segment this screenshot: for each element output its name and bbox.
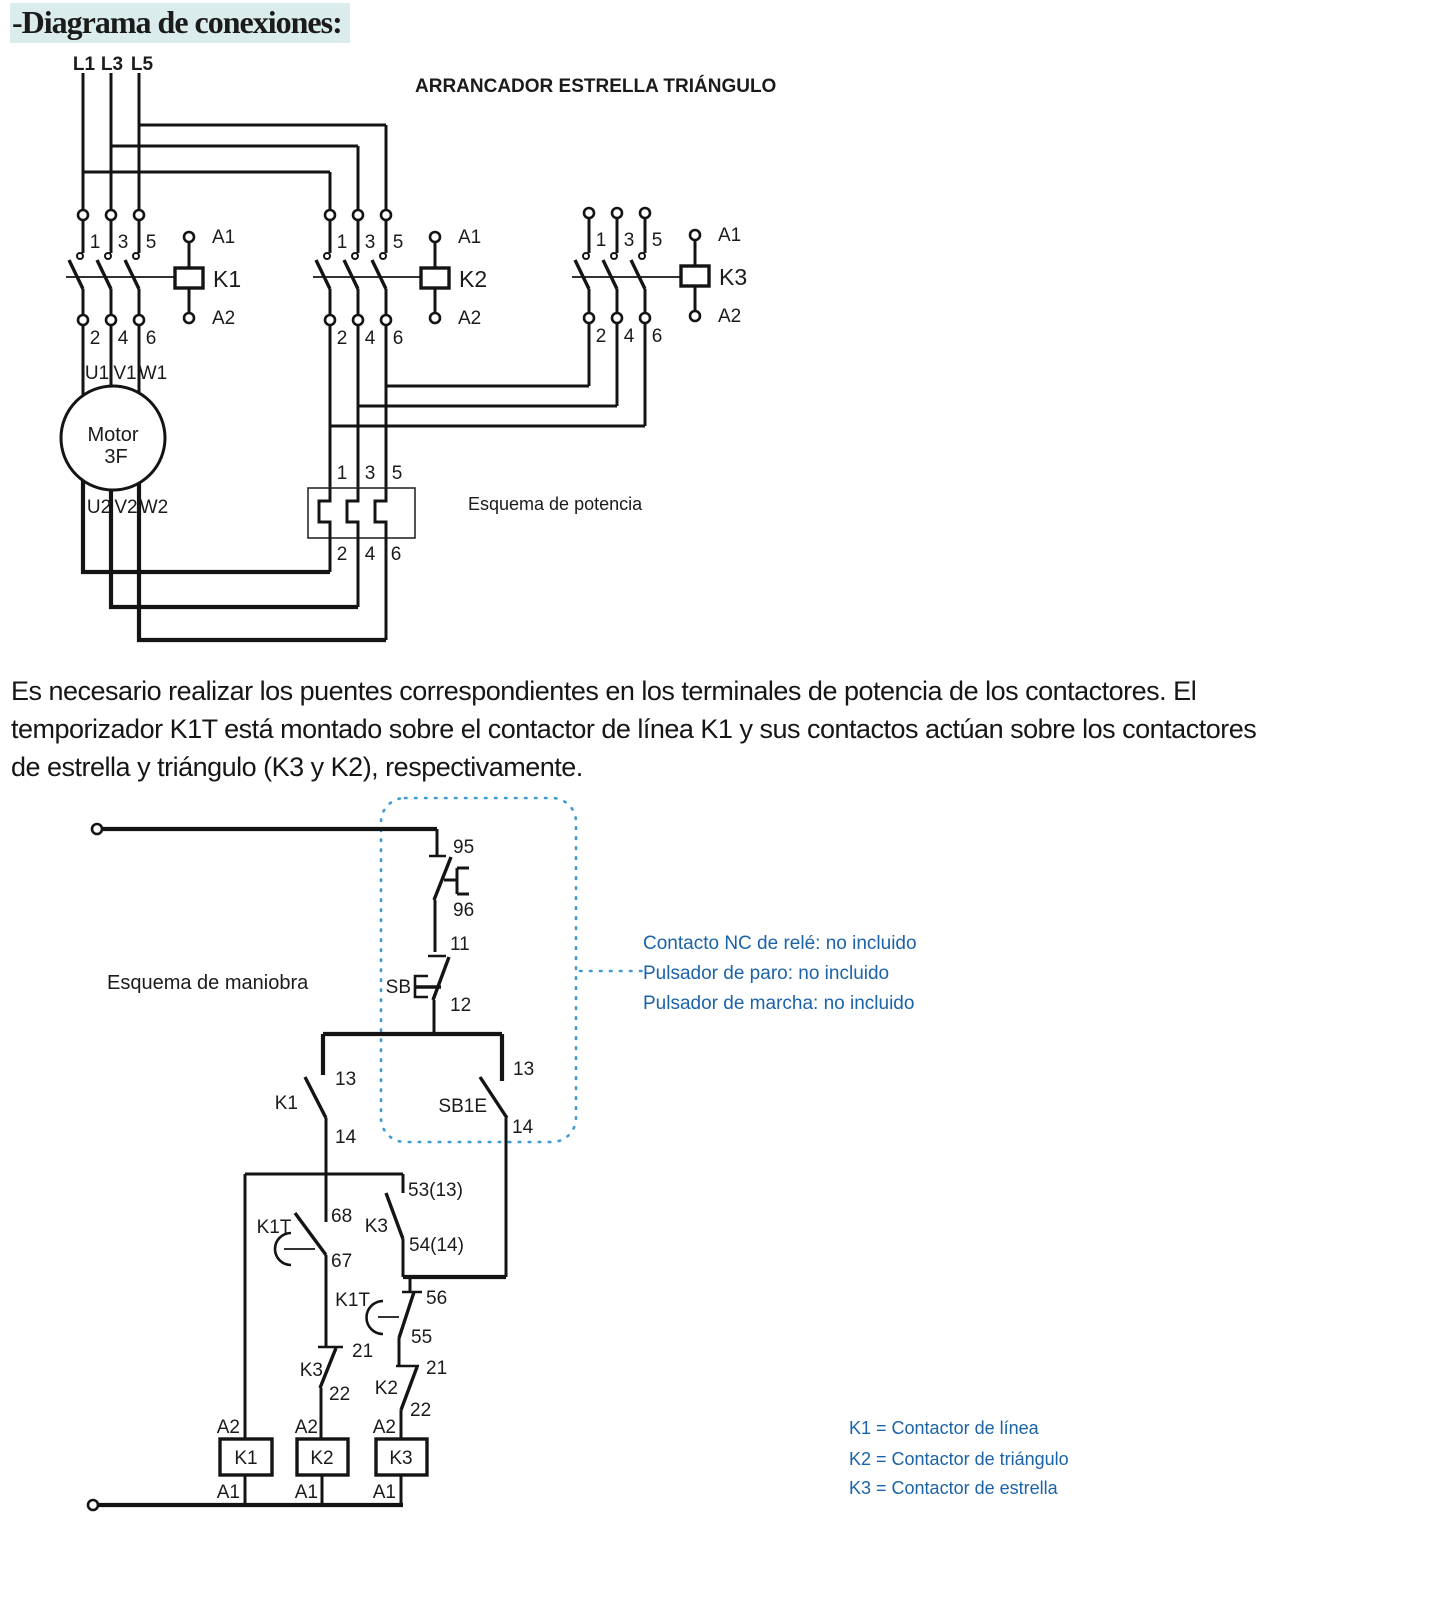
terminal-label-21: 21 [426, 1358, 448, 1379]
terminal-label-22: 22 [329, 1384, 351, 1405]
line-label-l1: L1 [72, 54, 96, 75]
k2-coil [421, 268, 449, 288]
terminal-label-11: 11 [450, 934, 470, 955]
motor-label-3f: 3F [104, 446, 128, 468]
k3-a1-label: A1 [718, 225, 742, 246]
k2-terminal [381, 315, 391, 325]
k1t-contact-label: K1T [256, 1217, 292, 1238]
annotation-line: Contacto NC de relé: no incluido [643, 933, 917, 954]
k3-contact-label: K3 [299, 1360, 323, 1381]
relay-box [308, 488, 415, 538]
k3-name: K3 [719, 264, 748, 290]
k3-terminal-label: 6 [651, 326, 663, 347]
k2-terminal-label: 6 [392, 328, 404, 349]
k3-contact-label: K3 [364, 1216, 388, 1237]
paragraph-line: temporizador K1T está montado sobre el contactor de línea K1 y sus contactos actúan sobre los contactores [11, 714, 1257, 744]
k1-contact-label: K1 [274, 1093, 298, 1114]
motor-terminal-v1: V1 [113, 363, 137, 384]
terminal-label-55: 55 [411, 1327, 433, 1348]
supply-terminal-bottom [88, 1500, 98, 1510]
relay-terminal-label: 2 [336, 544, 348, 565]
k3-terminal [612, 208, 622, 218]
contact-blade [433, 957, 449, 1000]
k1-terminal-label: 4 [117, 328, 129, 349]
relay-terminal-label: 6 [390, 544, 402, 565]
k2-contact-blades [316, 260, 386, 289]
motor-terminal-u1: U1 [84, 363, 110, 384]
terminal-label-96: 96 [453, 900, 475, 921]
control-caption: Esquema de maniobra [107, 972, 309, 994]
annotation-line: Pulsador de marcha: no incluido [643, 993, 915, 1014]
k2-contact-hook [380, 253, 386, 259]
line-label-l5: L5 [130, 54, 154, 75]
stop-pushbutton-sb [386, 934, 472, 1032]
k2-terminal [381, 210, 391, 220]
terminal-label-14: 14 [335, 1127, 357, 1148]
motor-terminal-w2: W2 [139, 497, 169, 518]
terminal-label-21: 21 [352, 1341, 374, 1362]
k3-terminal-label: 2 [595, 326, 607, 347]
k2-a1-label: A1 [458, 227, 482, 248]
k3-a2-label: A2 [718, 306, 742, 327]
terminal-label-13: 13 [513, 1059, 535, 1080]
k2-terminal [353, 210, 363, 220]
k1-terminal [134, 315, 144, 325]
k1-terminal-label: 1 [89, 232, 101, 253]
crossover-top-wires [83, 125, 386, 210]
terminal-label-67: 67 [331, 1251, 353, 1272]
k1-terminal-label: 6 [145, 328, 157, 349]
k1-terminal [106, 315, 116, 325]
k2-terminal [325, 315, 335, 325]
motor [61, 363, 168, 518]
legend-line-k3: K3 = Contactor de estrella [849, 1478, 1058, 1498]
k2-terminal [325, 210, 335, 220]
k2-coil-terminal-a1 [430, 232, 440, 242]
coil-a2-label: A2 [294, 1417, 318, 1438]
contact-blade [305, 1077, 326, 1118]
k3-terminal [584, 313, 594, 323]
line-label-l3: L3 [100, 54, 124, 75]
thermal-relay [308, 463, 415, 640]
k3-no-contact-53-54 [365, 1174, 464, 1277]
k3-coil [681, 266, 709, 286]
k2-terminal-label: 3 [364, 232, 376, 253]
coil-name: K1 [234, 1448, 258, 1469]
coil-a1-label: A1 [372, 1482, 396, 1503]
k3-terminal [640, 208, 650, 218]
page-title: -Diagrama de conexiones: [10, 3, 350, 43]
sb1e-label: SB1E [438, 1096, 487, 1117]
paragraph-line: Es necesario realizar los puentes correspondientes en los terminales de potencia de los contactores. El [11, 676, 1197, 706]
k1t-timed-contact-68-67 [257, 1206, 353, 1347]
relay-terminal-label: 4 [364, 544, 376, 565]
k3-terminal-label: 1 [595, 230, 607, 251]
k2-contact-hook [324, 253, 330, 259]
motor-label: Motor [87, 424, 139, 446]
k3-contact-hook [583, 253, 589, 259]
k1-terminal [134, 210, 144, 220]
terminal-label-68: 68 [331, 1206, 353, 1227]
k1-contact-hook [105, 253, 111, 259]
k1-no-contact-13-14 [275, 1034, 357, 1222]
k3-terminal [584, 208, 594, 218]
motor-terminal-w1: W1 [138, 363, 168, 384]
annotation-line: Pulsador de paro: no incluido [643, 963, 890, 984]
k2-a2-label: A2 [458, 308, 482, 329]
coil-name: K3 [389, 1448, 413, 1469]
k2-terminal-label: 5 [392, 232, 404, 253]
k2-terminal-label: 2 [336, 328, 348, 349]
k2-terminal-label: 4 [364, 328, 376, 349]
k1-a1-label: A1 [212, 227, 236, 248]
k1-a2-label: A2 [212, 308, 236, 329]
sb-label: SB [385, 977, 411, 998]
terminal-label-95: 95 [453, 837, 475, 858]
k2-pole-wires [330, 220, 386, 488]
legend-line-k1: K1 = Contactor de línea [849, 1418, 1039, 1438]
coil-a1-label: A1 [216, 1482, 240, 1503]
k3-terminal [640, 313, 650, 323]
crossover-bottom-wires [330, 386, 645, 426]
k2-terminal [353, 315, 363, 325]
k1-terminal-label: 3 [117, 232, 129, 253]
k1t-contact-label: K1T [335, 1290, 370, 1311]
k1-terminal-label: 5 [145, 232, 157, 253]
k2-contact-label: K2 [374, 1378, 398, 1399]
supply-wires [83, 73, 139, 210]
k1-terminal [78, 315, 88, 325]
control-diagram [0, 780, 1440, 1521]
supply-terminal-top [92, 824, 102, 834]
k1-terminal [78, 210, 88, 220]
k3-terminal-label: 3 [623, 230, 635, 251]
k1-coil-terminal-a1 [184, 232, 194, 242]
k1-terminal [106, 210, 116, 220]
k2-contact-hook [352, 253, 358, 259]
k2-name: K2 [459, 266, 488, 292]
power-caption: Esquema de potencia [468, 494, 643, 514]
k3-terminal [612, 313, 622, 323]
k1-coil [175, 268, 203, 288]
k3-contact-blades [575, 260, 645, 289]
legend-line-k2: K2 = Contactor de triángulo [849, 1449, 1069, 1469]
k1-terminal-label: 2 [89, 328, 101, 349]
k3-terminal-label: 5 [651, 230, 663, 251]
coil-a2-label: A2 [216, 1417, 240, 1438]
body-paragraph [11, 672, 1436, 786]
coil-name: K2 [310, 1448, 334, 1469]
k3-coil-terminal-a2 [690, 311, 700, 321]
coil-a2-label: A2 [372, 1417, 396, 1438]
k3-contact-hook [611, 253, 617, 259]
relay-heater-elements [319, 488, 386, 538]
terminal-label-56: 56 [426, 1288, 448, 1309]
relay-terminal-label: 3 [364, 463, 376, 484]
terminal-label-53: 53(13) [408, 1180, 463, 1201]
k3-terminal-label: 4 [623, 326, 635, 347]
contactor-k3 [572, 208, 747, 426]
power-diagram [0, 0, 1440, 665]
k1-coil-terminal-a2 [184, 313, 194, 323]
terminal-label-13: 13 [335, 1069, 357, 1090]
thermal-trip-symbol [444, 868, 469, 894]
k3-contact-hook [639, 253, 645, 259]
k3-coil-terminal-a1 [690, 230, 700, 240]
relay-terminal-label: 5 [391, 463, 403, 484]
motor-terminal-u2: U2 [86, 497, 112, 518]
k1-contact-hook [133, 253, 139, 259]
terminal-label-14: 14 [512, 1117, 534, 1138]
k1-contact-hook [77, 253, 83, 259]
not-included-dashed-box [381, 798, 576, 1142]
k2-coil-terminal-a2 [430, 313, 440, 323]
power-heading: ARRANCADOR ESTRELLA TRIÁNGULO [415, 76, 777, 97]
paragraph-line: de estrella y triángulo (K3 y K2), respectivamente. [11, 752, 583, 782]
k1-contact-blades [69, 260, 139, 289]
terminal-label-12: 12 [450, 995, 472, 1016]
motor-terminal-v2: V2 [114, 497, 138, 518]
terminal-label-54: 54(14) [409, 1235, 464, 1256]
coil-a1-label: A1 [294, 1482, 318, 1503]
k2-terminal-label: 1 [336, 232, 348, 253]
terminal-label-22: 22 [410, 1400, 432, 1421]
relay-terminal-label: 1 [336, 463, 348, 484]
contact-blade [386, 1193, 403, 1239]
contactor-k2 [313, 210, 487, 488]
k1-name: K1 [213, 266, 242, 292]
